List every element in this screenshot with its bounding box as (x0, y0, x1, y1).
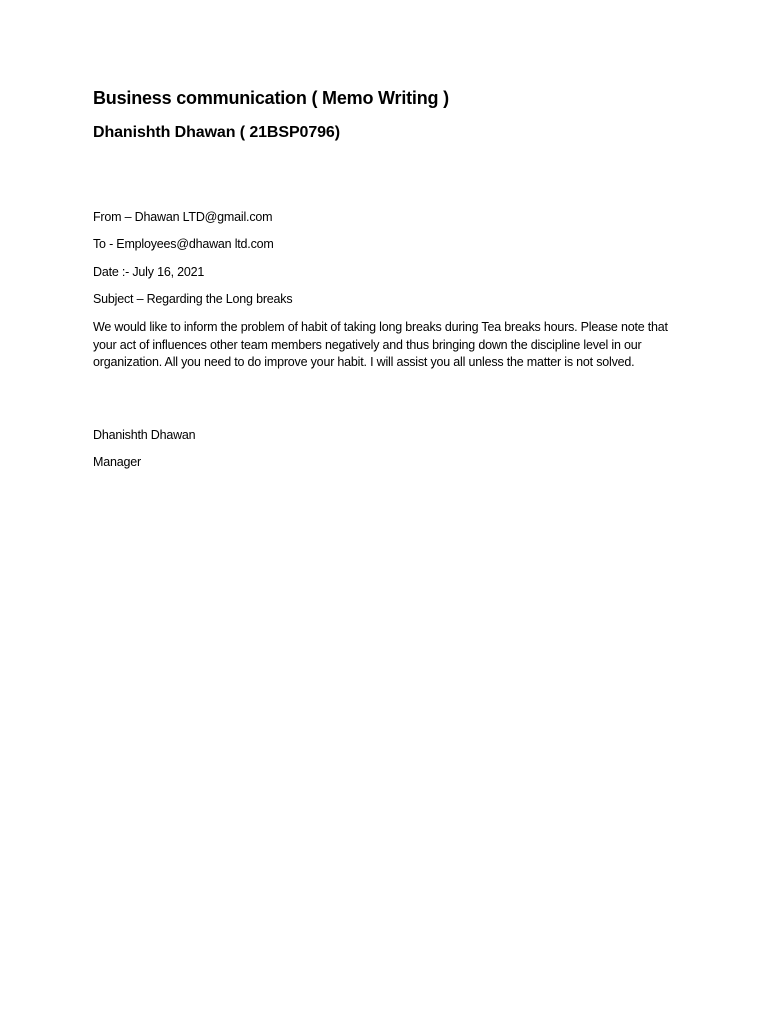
memo-title: Business communication ( Memo Writing ) (93, 88, 449, 108)
memo-from: From – Dhawan LTD@gmail.com (93, 210, 273, 224)
signature-name: Dhanishth Dhawan (93, 428, 196, 442)
memo-to: To - Employees@dhawan ltd.com (93, 237, 274, 251)
memo-date: Date :- July 16, 2021 (93, 265, 205, 279)
author-line: Dhanishth Dhawan ( 21BSP0796) (93, 124, 340, 141)
memo-body: We would like to inform the problem of habit of taking long breaks during Tea breaks hours. Please note that your act of influences other team members negatively and thus bringing down the discipline level in our organization. All you need to do improve your habit. I will assist you all unless the matter is not solved. (93, 320, 668, 369)
signature-role: Manager (93, 455, 141, 469)
memo-subject: Subject – Regarding the Long breaks (93, 292, 293, 306)
